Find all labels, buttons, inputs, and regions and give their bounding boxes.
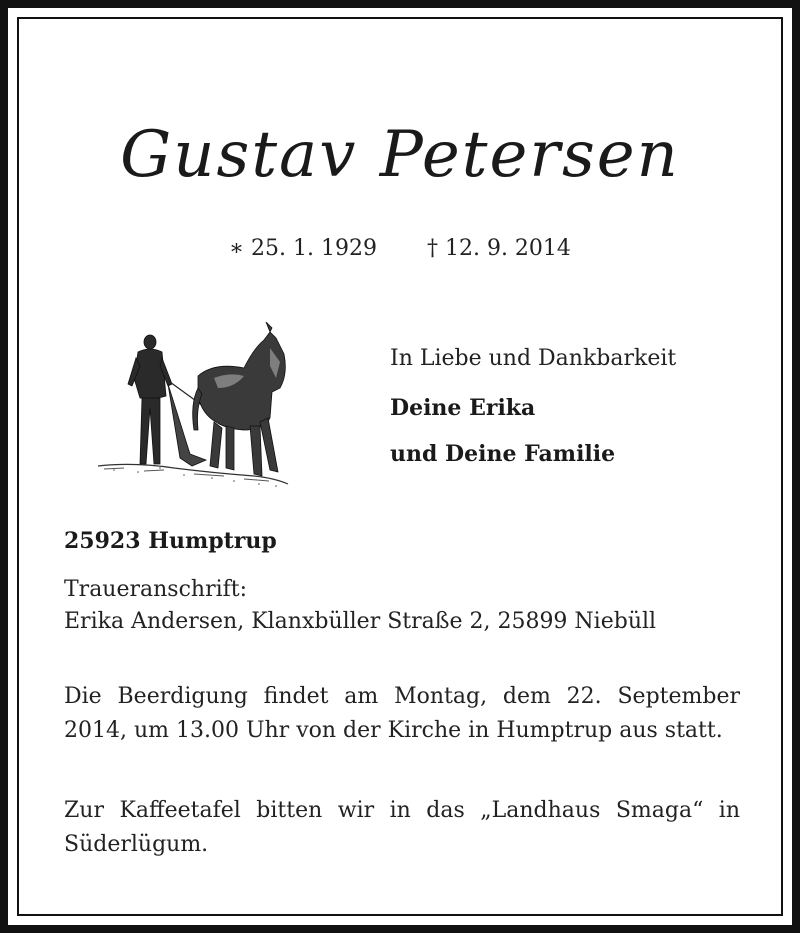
deceased-name: Gustav Petersen [120,118,680,192]
address-line: Erika Andersen, Klanxbüller Straße 2, 25899 Niebüll [64,609,657,634]
hometown: 25923 Humptrup [64,528,277,554]
address-label: Traueranschrift: [64,577,248,602]
dedication-block [390,346,750,477]
signature-line-2: und Deine Familie [390,441,616,467]
dedication-line: In Liebe und Dankbarkeit [390,346,677,371]
birth-date: ∗ 25. 1. 1929 [229,236,377,261]
coffee-info: Zur Kaffeetafel bitten wir in das „Landhaus Smaga“ in Süderlügum. [64,798,740,857]
death-date: † 12. 9. 2014 [426,236,571,261]
signature-line-1: Deine Erika [390,395,536,421]
life-dates [0,236,800,261]
funeral-info: Die Beerdigung findet am Montag, dem 22. September 2014, um 13.00 Uhr von der Kirche in Humptrup aus statt. [64,684,740,743]
farmer-with-horse-plough-icon [94,318,294,500]
mourning-address [64,574,744,638]
